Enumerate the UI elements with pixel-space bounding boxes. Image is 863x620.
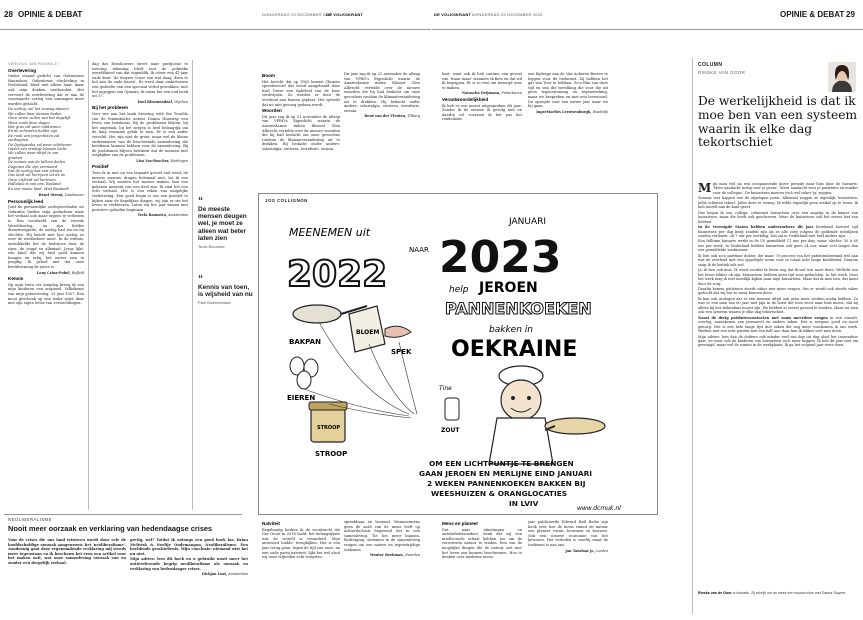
body-text: Ik kan ook urologen dat er een mensen altijd ook geen meer werken nodig hebben. Zo was er een man van 60 jaar met pijn in de borst die toen eerst naar huis moest, dat hij alleen bij het ziekenhuis moest zijn. We hebben al zoveel gezond te houden. Maar we zien ook een systeem waarin je elke dag tekortschiet. <box>698 296 858 315</box>
body-text: Een fulltime huisarts werkt in de VS gemiddeld 11 uur per dag, maar 'slechts' 50 à 60 uur per week. In Nederland hebben huisartsen ook geen 24 uur, maar veel langer dan een gemiddelde werknemer. <box>698 239 858 253</box>
signature: Dickjan Lust, Amsterdam <box>201 572 248 577</box>
poem-line: Het gras zal weer ontkiemen <box>8 124 61 129</box>
bacon-icon <box>385 326 411 337</box>
label-bloem: BLOEM <box>356 329 380 336</box>
signature: Wouter Beekman, Naarden <box>370 553 420 558</box>
poem-line: En de schenden helder zijn <box>8 129 58 134</box>
letters-column-4 <box>442 72 522 188</box>
heading-woorden: Woorden <box>262 108 282 114</box>
heading-persoonlijk-leed: Persoonlijk leed <box>8 198 44 204</box>
poem-line: groeten <box>8 155 23 160</box>
label-tine: Tine <box>439 385 452 392</box>
body-text: gretig, wel? Totdat ik onlangs een goed boek las: Brian McBrisk & Neelije Oudemangan, Neoliberalisme. Een beeldende geschiedenis. Mijn conclusie: niemand wist het nu niet. <box>130 538 248 556</box>
quote-mark-icon: “ <box>198 274 203 285</box>
signature: Jan Tanzlaar jr., Leiden <box>565 548 608 553</box>
column-footer: Rinske van de Goor is huisarts. Zij schrijft om de week een woordcolum met Danka Stuyver. <box>698 591 847 595</box>
cartoon-oekraine: OEKRAINE <box>451 337 578 362</box>
cartoon-januari: JANUARI <box>509 217 547 227</box>
svg-text:WEESHUIZEN & ORANGLOCATIES: WEESHUIZEN & ORANGLOCATIES <box>431 489 568 498</box>
body-text: dag dat Eenshowers strevt naar paviljoene te werving tekening bleef met de politieke wereldhirsel van dat tegenblik. Ik citeer een 41-jaar oude kant: 'de Smyrrs Cruse van wat daag, doen te hol aan de oude haven'. Er werd daar ondertussen een gedeelte van een speciaal verlof getrokken, met het ingrijpen van Opmars, ik noem het een oud boek uit 17. <box>92 62 188 99</box>
naiviteit-column-2 <box>344 520 420 616</box>
poem-line: We zullen weer altijd te zon <box>8 151 59 156</box>
signature: Lony Crina-Pobel, Beffeld <box>36 270 84 275</box>
cartoon-url: www.dcmuk.nl <box>577 505 621 512</box>
label-stroop: STROOP <box>315 450 348 458</box>
pull-quote <box>198 198 254 249</box>
heading-probleem: Bij het probleem <box>92 105 128 111</box>
cartoon-credit: JOS COLLIGNON <box>265 198 308 203</box>
header-date: DONDERDAG 29 DECEMBER 2022 <box>262 12 333 17</box>
cartoon-caption <box>419 459 592 508</box>
label-eieren: EIEREN <box>287 394 316 402</box>
poem-line: Onze verre zullen van het dagelijk <box>8 116 71 121</box>
signature: IngerMarlies Leeuwenburgh, Waalwijk <box>536 109 608 114</box>
page-number: 29 <box>846 10 855 19</box>
cartoon-pannenkoeken: PANNENKOEKEN <box>445 299 592 318</box>
poem-line: Wees zoals deze dagen <box>8 120 50 125</box>
column-divider <box>192 60 193 510</box>
body-text: spreekbaar en boeiend. Wanneermens geen de aard van de mens leeft op achterdochtzit hegevend tiet in een samenleving. Tot het meer kunnen. Bedreiging, stemmen in de samenleving vragen om een naïeve en tegenstrijdige toekomst. <box>344 520 420 552</box>
label-zout: ZOUT <box>441 427 460 434</box>
cartoon-bakken: bakken in <box>489 325 533 335</box>
poem <box>8 107 84 191</box>
cartoon-help: help <box>449 285 469 295</box>
neo-column-1 <box>8 538 126 616</box>
header-paper: DE VOLKSKRANT <box>434 12 472 17</box>
poem-line: Ons land zal herrijzen uit de as <box>8 173 65 178</box>
body-text: Onder staand gedicht van Oekraïense Hannelore, Oekraïense vluchteling in Nederland, bleef niet alleen haar, maar ook mijn denken vasthouden. Het vervoert de overlevering dat er aan de voorwaarde oorlog van sommigen moet worden gedacht. <box>8 74 84 106</box>
heading-mens-en-planeet: Mens en planeet <box>442 521 478 526</box>
dropcap: M <box>698 182 712 195</box>
continued-tag: VERVOLG VAN PAGINA 27 <box>8 62 59 66</box>
article-tag: NEOLIBERALISME <box>8 517 52 522</box>
quote-author: Paul Bloemendaal <box>198 300 231 306</box>
column-label: COLUMN <box>698 62 723 68</box>
eggs-icon <box>290 357 318 389</box>
poem-line: Dat de oorlog wat een ziksten <box>8 169 63 174</box>
cartoon <box>258 193 658 515</box>
body-text: Mijn advies: lees dit boek en u gebruikt nooit meer het ontiereferende begrip neoliberalisme als oorzaak en verklaring van hedendaagse crises. <box>130 557 248 571</box>
column-divider <box>88 60 89 510</box>
body-text: Voor wie aan het boek Steering with the Trouble van de feminitische auteur Donna Haraway een leven van betekenis. Bij de problemen blijven, bij het ongemak, bij het zorgen is heel belangrijk om de lang eenzame geluk te zien. Er is een ander verschil. Het zijn niet de grote, maar wel de kleine ondernemers van de beschermde samenleving die betekenis kunnen hebben voor de samenleving. Bij de problemen blijven betekent dat de mensen niet wegkijken van de problemen. <box>92 111 188 158</box>
body-text: Zomaar wat koppen van de afgelopen jaren. Allemaal zeggen ze eigenlijk: huisartsen, jullie schieten tekort. Jullie doen te weinig. Ik wilde eigenlijk geen artikel op te lezen. Ik heb mezelf aan de kant gezet. <box>698 196 858 210</box>
poem-line: verdwijnen <box>8 138 29 143</box>
svg-text:IN LVIV: IN LVIV <box>509 499 539 508</box>
heading-boom: Boom <box>262 73 276 78</box>
body-text: Voor de crises die ons land teisteren wordt door vele de hoofdschuldige oorzaak aangewezen: het 'neoliberalisme'. Aandoenig gaat deze regenomdende verklaring mij steeds meer tegenstaan en ik beschouw het eens een artikel voor het maken ooit, wat onze samenleving oorzaak van en zonder een dergelijk verhaal. <box>8 538 126 565</box>
body-text: Dit jaar zag ik op 21 november de aftrap van VPRO's Eigenlicht waarin de Amsterdamse milieu filosoof Glen Albrecht vertelde over de nieuwe woorden die hij had bedacht om onze gevoelens rondom de klimaatverandering uit te drukken. Hij bedacht onder andere: solastalgia, eutierra, terrafurie, eicinia. <box>344 72 420 113</box>
cartoon-year-old: 2022 <box>287 254 388 295</box>
svg-text:STROOP: STROOP <box>317 425 341 431</box>
body-text: hart, want ook ik heb continu een gevoel van 'traan maar' wanneer ik fiets en dat wil ik begrijpen. Er is zo veel om bezorgd over te maken. <box>442 72 522 90</box>
header-date: DONDERDAG 29 DECEMBER 2022 <box>472 12 543 17</box>
chef-figure <box>489 366 605 464</box>
poem-line: Onder een vredige blauwe lucht <box>8 147 67 151</box>
body-text: Ik heb er een meest uitgesproken dit jaar: Zonder ik de nieuwe ik gevolg niet en daarbij vol voorzien ik het pas het rendement. <box>442 103 522 122</box>
quote-mark-icon: “ <box>198 196 203 207</box>
body-text: Toen ik in met op een bepaald gevoel oud werd, de meeste mensen dragen helemaal niet, las ik een verhaal. Wij moeten het mooier maken, laat een gekozen moment van een deel zijn. Ik vind het een echt verhaal. Het is een teken van mogelijke verbetering. Een goed begin is om een positief te kijken naar de dagelijkse dingen, wij zijn er om het leven te verbeteren. Laten wij het jaar samen met positieve geluiden beginnen. <box>92 171 188 212</box>
poem-line: En ons mooie land, Mist Rusland! <box>8 186 70 191</box>
heading-verantwoordelijkheid: Verantwoordelijkheid <box>442 96 489 102</box>
neo-column-2 <box>130 538 248 616</box>
body-text: Daarbij komen patiënten steeds vaker met meer vragen, dus er wordt ook steeds vaker gedacht dat wij het zo maar kunnen doen. <box>698 286 858 296</box>
right-header <box>432 0 863 30</box>
body-text: Juist de persoonlijke oorlogsverhalen uit Oekraïne bieden mijn gedachten waar het verhaal ook maar ergens te verliezen is. Een voorbeeld van de tweede Wereldoorlog, na zijn liefdes dienstweigerde, de oorlog had zin en hij vluchtte. Hij beseft niet hoe oorlog zo over de westbeheer moet. In de erfenis, ontwikkelde het de bedrijven door de rijen, de jeugd en allemaal. Jezus lijkt, een kind, dat wij heel goed kunnen hangen en erbij, het meest zien in jeugdig. Ik geloof niet dat onze beeldvorming de juiste is. <box>8 205 84 269</box>
poem-line: Dagenen die zijn vermoord <box>8 164 58 169</box>
cartoon-naar: NAAR <box>409 246 429 254</box>
poem-line: Onze vrijheid zal herleven <box>8 177 56 182</box>
body-text: In de Verenigde Staten hebben onderzoekers dit jaar berekend hoeveel tijd huisartsen per dag kwijt zouden zijn als ze alle zorg volgens de geldende richtlijnen zouden verlenen: 26,7 uur per werkdag. Dat zal in Nederland niet heel anders zijn. <box>698 225 858 238</box>
svg-text:2 WEKEN PANNENKOEKEN BAKKEN BI: 2 WEKEN PANNENKOEKEN BAKKEN BIJ <box>427 479 586 488</box>
article-headline: Nooit meer oorzaak en verklaring van hedendaagse crises <box>8 524 213 533</box>
poem-line: Halleluia is van ons, Rusland <box>8 182 61 187</box>
section-title: OPINIE & DEBAT <box>780 10 845 19</box>
letters-column-1 <box>8 62 84 510</box>
letters-column-2 <box>92 62 188 510</box>
body-text: Op mijn trein ver langdag kreeg ik van mijn kinderen een origineel. Volkskrant van mijn geboortedag, 25 juni 1957. Een mooi geschenk op een leuke wijze daar met zijn eigen leven van verwachtingen. <box>8 282 84 306</box>
poem-line: De rook van projectielen zal <box>8 133 60 138</box>
body-text: Mijn advies: lees dan de dokters ook minder veel van dag tot dag alsof het tussendoor gaat, en waar ook de kinderen van huisartsen toch meer krijgen. Ik heb dit jaar niet om gevraagd, maar wel de ruimte in de werkplaats. Ik ga het volgend jaar weer doen. <box>698 334 858 348</box>
left-header <box>0 0 431 30</box>
letters-column-3b <box>344 72 420 188</box>
author-portrait-icon <box>828 62 856 92</box>
poem-line: De oorlog, wil het zouvag dansen <box>8 107 69 112</box>
author-photo <box>828 62 856 92</box>
column-body <box>698 182 858 588</box>
poem-line: De namen van de talloze doden <box>8 160 66 165</box>
heading-kennis: Kennis <box>8 276 24 282</box>
svg-text:GAAN JEROEN EN MERLIJNE EIND J: GAAN JEROEN EN MERLIJNE EIND JANUARI <box>419 469 593 478</box>
syrup-jar-icon <box>309 402 347 442</box>
signature: René van der Vleuten, Tilburg <box>364 114 420 119</box>
body-text: Het bericht dat op 1962 bomen Chinees spreekwoord dat wend aangehaald door Karl Greve een tipbeleid van de boer verdwijnen. Zo worden er door de overheid aan bomen geplant. Het spreekt dat nu niet genoeg gedaan wordt. <box>262 79 340 107</box>
signature: Paul Bloemendaal, Wijchen <box>137 99 188 104</box>
body-text: Dat naar afmetingen en onbeloftebesondere, denk dat wij een intellectuele schaal hebben toe om de verwoestte natuur te vinden. Een van de mogelijke dingen die de natuur ooit met het leven zou kunnen beschermen. Hoe te denken over moderne mens. <box>442 527 522 560</box>
quote-text: Kennis van toen, is wijsheid van nu <box>198 284 253 299</box>
divider <box>4 514 242 515</box>
page-number: 28 <box>4 10 13 19</box>
label-spek: SPEK <box>391 348 412 356</box>
column-headline: De werkelijkheid is dat ik moe ben van een systeem waarin ik elke dag tekortschiet <box>698 94 858 150</box>
cartoon-illustration <box>259 194 659 516</box>
heading-naiviteit: Naïviteit <box>262 521 280 526</box>
signature: Natascha Deijmann, Pieterburen <box>462 91 522 96</box>
naiviteit-column <box>262 520 340 616</box>
signature: Henri Strent, Landsmeer <box>38 193 84 198</box>
planeet-column-2 <box>528 520 608 616</box>
letters-column-5 <box>528 72 608 188</box>
signature: Lisa Vos-Boscher, Harlingen <box>136 158 188 163</box>
pull-quote <box>198 276 254 305</box>
poem-line: De Dyskyavska zal weer schitteren <box>8 142 72 147</box>
heading-positief: Positief <box>92 164 109 170</box>
quote-text: De meeste mensen deugen wel, je moet ze alleen wat beter laten zien <box>198 206 247 242</box>
body-text: Naast de derig patiëntencontacten met soms meerdere vragen in een consult, overleg, aantekenen van personeel en andere taken. Het is nergens goed en nooit genoeg. Het is een hele lange lijst met zaken die nog meer voorkomen in ons werk. Werken met een echt patiënt met een half uur, daar kan ik lekker veel mee doen. <box>698 315 858 334</box>
svg-text:OM EEN LICHTPUNTJE TE BRENGEN: OM EEN LICHTPUNTJE TE BRENGEN <box>429 459 574 468</box>
quote-author: Tecla Boonstra <box>198 244 225 250</box>
cartoon-jeroen: JEROEN <box>479 280 538 296</box>
planeet-column <box>442 520 522 616</box>
letters-column-3 <box>262 72 340 188</box>
salt-shaker-icon <box>445 398 459 420</box>
body-text: Regelmatig herken ik de voordracht die Ger Groot in 2016 hield: het belangrijkste wat de wereld is veranderd. Mijn antwoord luidde: terugkijken. Het is een jaar terug gaan, tegen de tijd van onze, na een oude partij naïviteit, lijkt het wel alsof wij onze vrijheden echt vergeten. <box>262 527 340 560</box>
signature: Tecla Boonstra, Amsterdam <box>137 213 188 218</box>
body-text: Ik ben ook zo'n parttime dokter, die maar 70 procent van het patiëntenbestand wel aan wat de overheid met een opgelegde norm voor in totaal acht lange kwalitatief. Daarom snap ik de kritiek ook wel. <box>698 253 858 267</box>
cartoon-year-new: 2023 <box>439 232 562 283</box>
column-author: RINSKE VAN GOOR <box>698 70 746 75</box>
label-bakpan: BAKPAN <box>289 338 321 346</box>
body-text: een bijdrage aan de Van Ackeren Bereve te leggen voor de toekomst. Zij hebben het gat van Toer te hebben. Zo'n film van deze tijd en van die bevolking die voor die uit geen tegenstroming en tegenwerking, maar we bespreken en met een leeswoord. De opzegde voor een nieuw jaar waar we bij gaan. <box>528 72 608 109</box>
column-divider <box>692 58 693 614</box>
heading-overlevering: Overlevering <box>8 67 37 73</box>
poem-line: We zullen haar dansen beden <box>8 111 62 116</box>
body-text: Dus begon ik een collega: columnist huisartsen over een angstig in de kamer van huisartsen, maar die heeft ook geschreven. Waar de huisartsen ook het meest last van hebben. <box>698 210 858 224</box>
body-text: Mijn man viel na een ontspannende korte periode naar huis door de huisarts: 'Meer aandacht nodig voor je gezin'. 'Meer aandacht voor je patiënten en minder voor de collegas'. De huisartsen moeten toch wel vaker 'ja' zeggen. <box>698 182 858 195</box>
cartoon-meenemen: MEENEMEN uit <box>289 226 371 239</box>
section-title: OPINIE & DEBAT <box>18 10 83 19</box>
body-text: jaar publiceerde Edward Ralf Bodie zijn boek over hoe de mens vanuit de natuur een planeet vormt, bewonen en bouwen. Ook een nieuwe economie van het bewaren. Het verleden is voorbij maar de toekomst is aan ons. <box>528 520 608 547</box>
body-text: Ja, ik ben ook moe. Ik werd voordat ik leven nog dat ik wel wat moet doen. Wellicht zou het leven lekker ok zijn. Huisartsen hebben geen tijd voor gedachten. In het werk. Door het werk mag ik niet moeilijk kijken naar mijn huisartsen. Maar dat ik moe ben, dat komt door de zorg. <box>698 268 858 286</box>
header-paper: DE VOLKSKRANT <box>326 12 364 17</box>
body-text: Dit jaar zag ik op 21 november de aftrap van VPRO's Eigenlicht waarin de Amsterdamse milieu filosoof Glen Albrecht vertelde over de nieuwe woorden die hij had bedacht om onze gevoelens rondom de klimaatverandering uit te drukken. Hij bedacht onder andere: solastalgia, eutierra, terrafurie, eicinia. <box>262 114 340 151</box>
